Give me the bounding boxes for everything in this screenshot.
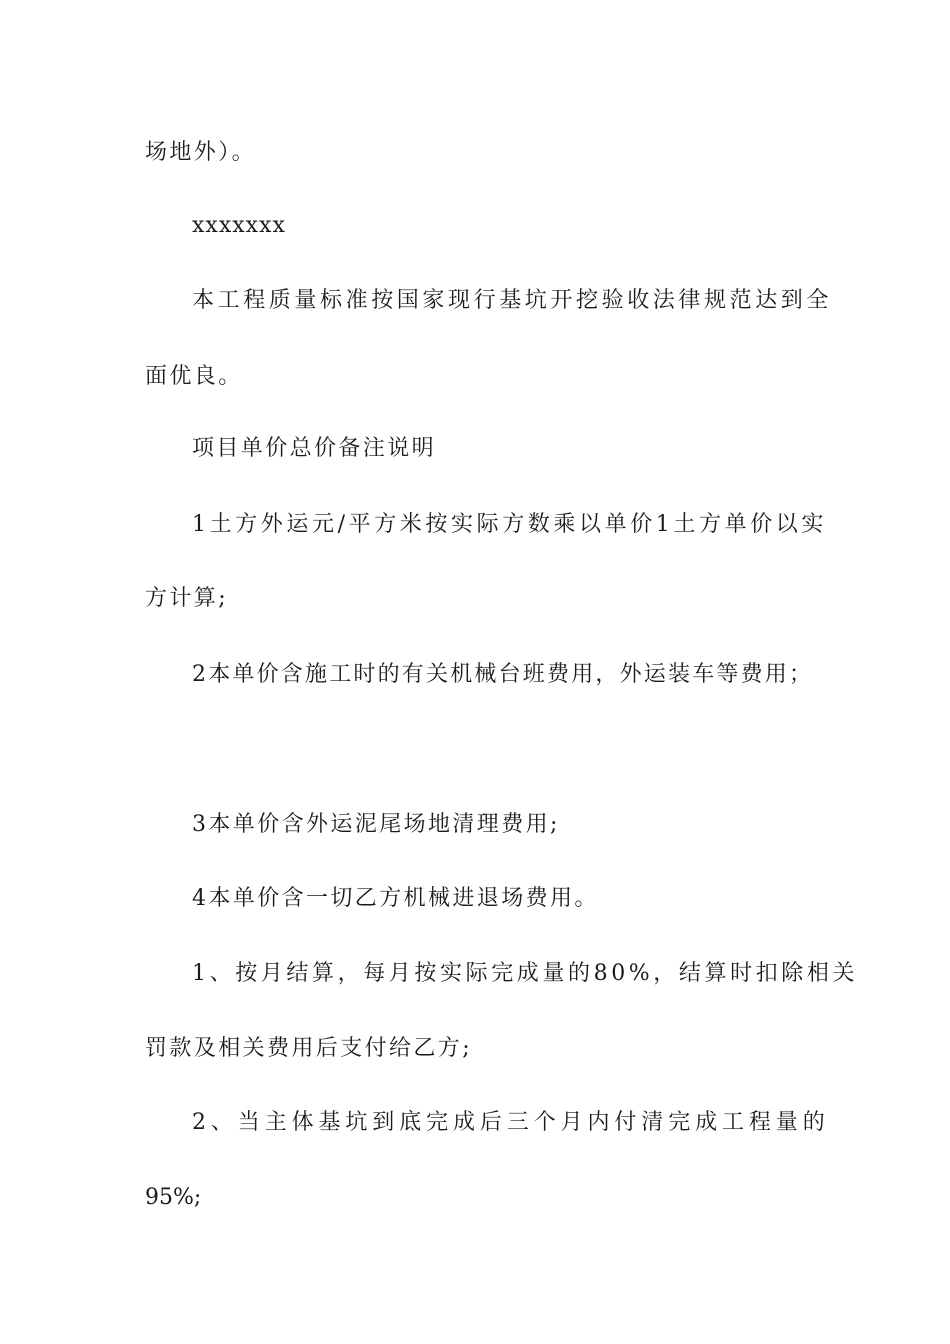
paragraph-line: 95%; xyxy=(145,1185,202,1210)
paragraph-line: 场地外）。 xyxy=(145,140,257,165)
paragraph-line: 2本单价含施工时的有关机械台班费用，外运装车等费用； xyxy=(192,662,814,687)
paragraph-line: 本工程质量标准按国家现行基坑开挖验收法律规范达到全 xyxy=(192,288,833,313)
paragraph-line: xxxxxxx xyxy=(192,213,286,238)
paragraph-line: 1、按月结算，每月按实际完成量的80%，结算时扣除相关 xyxy=(192,961,859,986)
paragraph-line: 4本单价含一切乙方机械进退场费用。 xyxy=(192,886,599,911)
paragraph-line: 罚款及相关费用后支付给乙方; xyxy=(145,1036,473,1061)
paragraph-line: 面优良。 xyxy=(145,364,243,389)
section-heading: 项目单价总价备注说明 xyxy=(192,436,437,461)
paragraph-line: 3本单价含外运泥尾场地清理费用; xyxy=(192,812,560,837)
paragraph-line: 方计算; xyxy=(145,586,229,611)
paragraph-line: 2、当主体基坑到底完成后三个月内付清完成工程量的 xyxy=(192,1110,830,1135)
paragraph-line: 1土方外运元/平方米按实际方数乘以单价1土方单价以实 xyxy=(192,512,828,537)
